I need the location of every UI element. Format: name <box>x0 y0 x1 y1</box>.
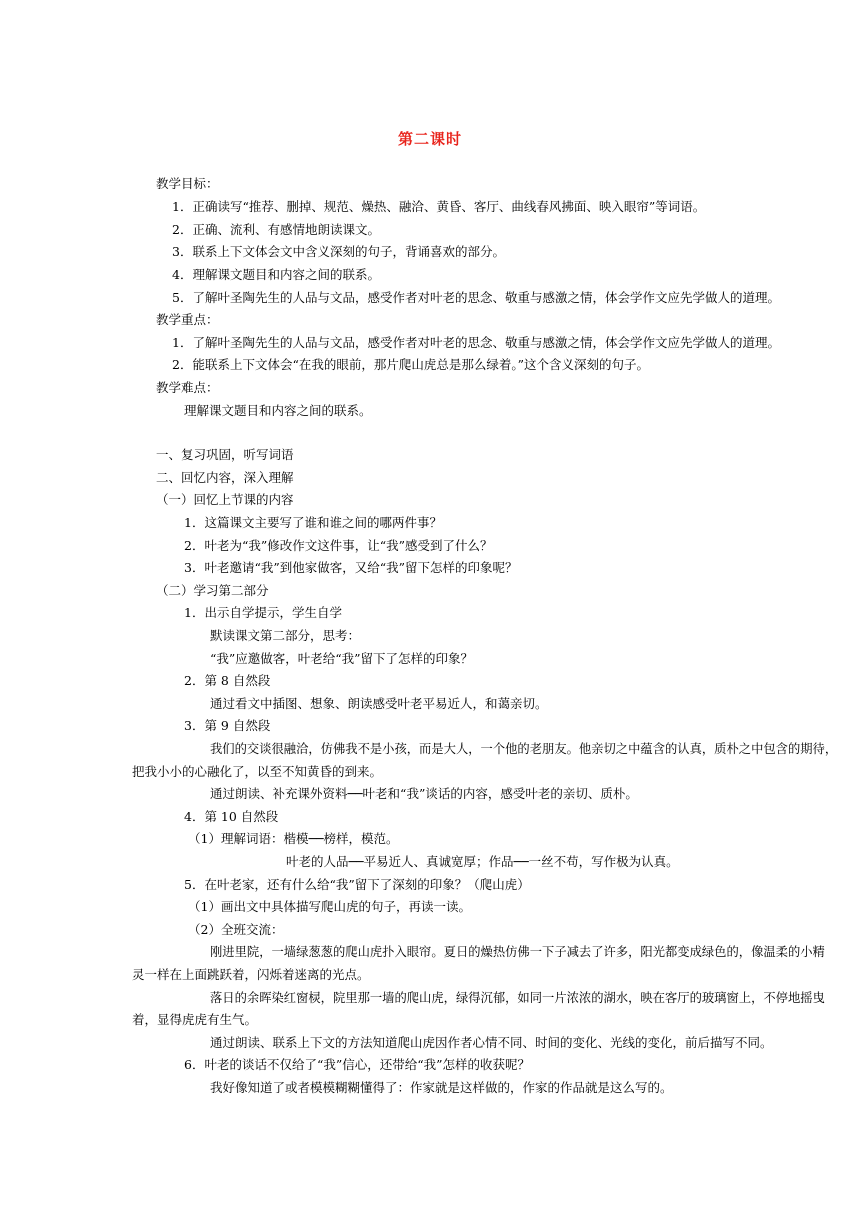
study-step: 6．叶老的谈话不仅给了“我”信心，还带给“我”怎样的收获呢？ <box>184 1057 531 1072</box>
question-item: 3．叶老邀请“我”到他家做客，又给“我”留下怎样的印象呢？ <box>184 560 518 575</box>
question-item: 1．这篇课文主要写了谁和谁之间的哪两件事？ <box>184 515 442 530</box>
study-text: 叶老的人品──平易近人、真诚宽厚；作品──一丝不苟，写作极为认真。 <box>286 854 679 869</box>
quote-text: 我好像知道了或者模模糊糊懂得了：作家就是这样做的，作家的作品就是这么写的。 <box>210 1080 673 1095</box>
quote-text: 着，显得虎虎有生气。 <box>132 1012 258 1027</box>
quote-text: 刚进里院，一墙绿葱葱的爬山虎扑入眼帘。夏日的燥热仿佛一下子减去了许多，阳光都变成绿色的，像温柔的小精 <box>210 945 825 959</box>
difficulty-text: 理解课文题目和内容之间的联系。 <box>184 403 372 418</box>
quote-text: 落日的余晖染红窗棂，院里那一墙的爬山虎，绿得沉郁，如同一片浓浓的湖水，映在客厅的玻璃窗上，不停地摇曳 <box>210 991 825 1005</box>
study-text: （1）画出文中具体描写爬山虎的句子，再读一读。 <box>188 899 471 914</box>
study-text: 通过朗读、联系上下文的方法知道爬山虎因作者心情不同、时间的变化、光线的变化，前后描写不同。 <box>210 1035 773 1050</box>
page-title: 第二课时 <box>397 130 462 148</box>
focus-item: 1．了解叶圣陶先生的人品与文品，感受作者对叶老的思念、敬重与感激之情，体会学作文应先学做人的道理。 <box>172 335 780 350</box>
focus-item: 2．能联系上下文体会“在我的眼前，那片爬山虎总是那么绿着。”这个含义深刻的句子。 <box>172 357 649 372</box>
study-step: 4．第 10 自然段 <box>184 809 279 824</box>
goal-item: 1．正确读写“推荐、删掉、规范、燥热、融洽、黄昏、客厅、曲线春风拂面、映入眼帘”等词语。 <box>172 199 706 214</box>
goal-item: 5．了解叶圣陶先生的人品与文品，感受作者对叶老的思念、敬重与感激之情，体会学作文应先学做人的道理。 <box>172 290 780 305</box>
goal-item: 4．理解课文题目和内容之间的联系。 <box>172 267 380 282</box>
goal-item: 3．联系上下文体会文中含义深刻的句子，背诵喜欢的部分。 <box>172 244 505 259</box>
step-heading: 一、复习巩固，听写词语 <box>156 447 294 462</box>
study-step: 5．在叶老家，还有什么给“我”留下了深刻的印象？（爬山虎） <box>184 877 530 892</box>
focus-heading: 教学重点： <box>156 312 219 327</box>
study-step: 2．第 8 自然段 <box>184 673 271 688</box>
quote-text: 我们的交谈很融洽，仿佛我不是小孩，而是大人，一个他的老朋友。他亲切之中蕴含的认真，质朴之中包含的期待， <box>210 742 838 756</box>
study-step: 3．第 9 自然段 <box>184 718 271 733</box>
sub-heading: （二）学习第二部分 <box>156 583 269 598</box>
study-text: “我”应邀做客，叶老给“我”留下了怎样的印象？ <box>210 651 474 666</box>
goal-item: 2．正确、流利、有感情地朗读课文。 <box>172 222 380 237</box>
sub-heading: （一）回忆上节课的内容 <box>156 492 294 507</box>
step-heading: 二、回忆内容，深入理解 <box>156 470 294 485</box>
study-text: （2）全班交流： <box>188 922 284 937</box>
quote-text: 灵一样在上面跳跃着，闪烁着迷离的光点。 <box>132 967 370 982</box>
study-text: 通过朗读、补充课外资料──叶老和“我”谈话的内容，感受叶老的亲切、质朴。 <box>210 786 638 801</box>
difficulty-heading: 教学难点： <box>156 380 219 395</box>
study-text: （1）理解词语：楷模──榜样，模范。 <box>188 831 399 846</box>
study-text: 通过看文中插图、想象、朗读感受叶老平易近人，和蔼亲切。 <box>210 696 548 711</box>
study-text: 默读课文第二部分，思考： <box>210 628 361 643</box>
goals-heading: 教学目标： <box>156 176 219 191</box>
question-item: 2．叶老为“我”修改作文这件事，让“我”感受到了什么？ <box>184 538 493 553</box>
study-step: 1．出示自学提示，学生自学 <box>184 605 342 620</box>
quote-text: 把我小小的心融化了，以至不知黄昏的到来。 <box>132 764 383 779</box>
